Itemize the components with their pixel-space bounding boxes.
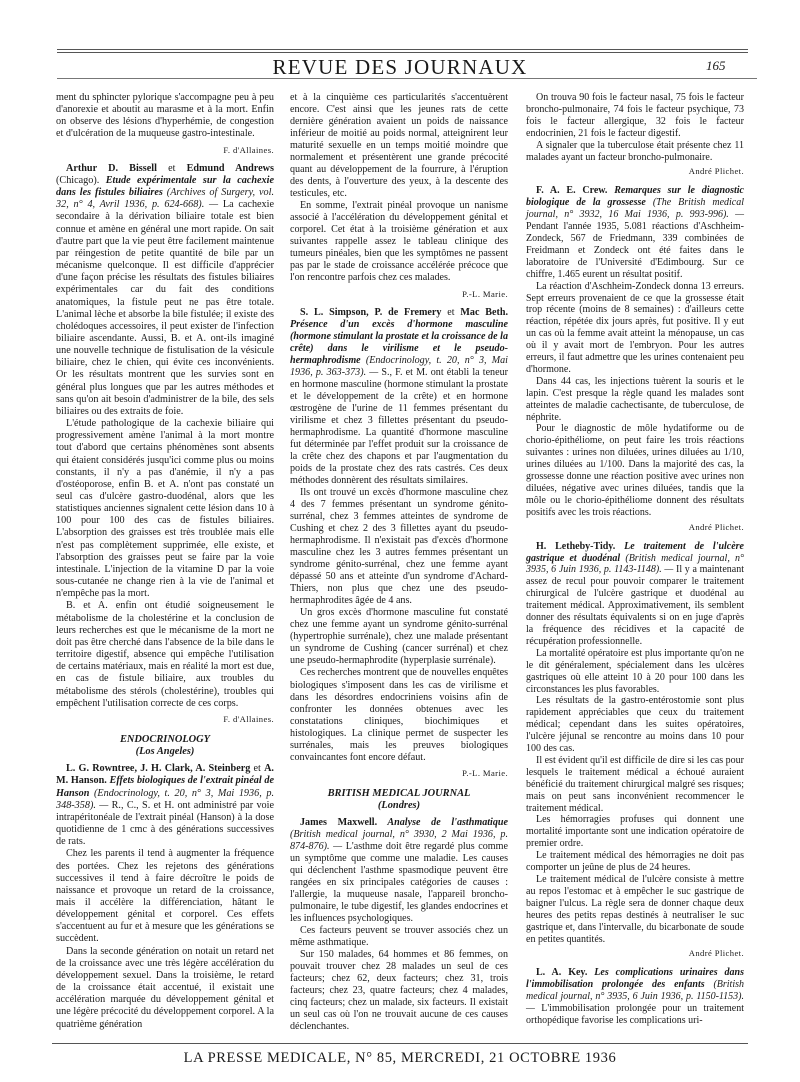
paragraph: Le traitement médical des hémorragies ne doit pas comporter un jeûne de plus de 24 heures.: [526, 850, 744, 874]
author-signature: F. d'Allaines.: [223, 713, 274, 724]
paragraph: Sur 150 malades, 64 hommes et 86 femmes, on pouvait trouver chez 28 malades un seul de ces facteurs; chez 62, deux facteurs; chez 31, trois facteurs; chez 23, quatre facteurs; chez 4 malades, cinq facteurs; chez un malade, six facteurs. Il existait un seul cas où l'on ne trouvait aucune de ces causes déclenchantes.: [290, 949, 508, 1033]
section-subheading: (Los Angeles): [135, 746, 195, 758]
header-rule: [57, 78, 757, 79]
paragraph: B. et A. enfin ont étudié soigneusement le métabolisme de la cholestérine et la conclusion de leurs recherches est que le mécanisme de la mort ne doit pas être cherché dans l'absence de la bile dans le territoire digestif, absence qui empêche l'utilisation de certains matériaux, mais en réalité la mort est due, en cas de fistule biliaire, aux troubles du métabolisme des stérols (cholestérine), troubles qui empêchent l'utilisation correcte de ces corps.: [56, 600, 274, 709]
paragraph: Les résultats de la gastro-entérostomie sont plus rapidement appréciables que ceux du traitement médical; cependant dans les suites opératoires, l'ulcère jéjunal se rencontre au moins dans 10 pour 100 des cas.: [526, 695, 744, 755]
article-title: Les complications urinaires dans l'immobilisation prolongée des enfants: [526, 967, 744, 991]
article-letheby-tidy: [526, 541, 744, 648]
paragraph: L'étude pathologique de la cachexie biliaire qui progressivement amène l'animal à la mort montre tout d'abord que certains phénomènes sont absents qui étaient considérés jusqu'ici comme plus ou moins constants, il n'y a pas d'anémie, il n'y a pas d'ostéoporose, enfin B. et A. n'ont pas constaté un seul cas d'ulcère gastro-duodénal, alors que les statistiques anciennes signalent cette lésion dans 10 à 100 pour 100 des cas de fistules biliaires. L'absorption des graisses est très troublée mais elle n'est pas complètement supprimée, elle existe, et l'absorption des graisses peut se faire par la voie intestinale. L'injection de la vitamine D par la voie sous-cutanée ne change rien à la vie de l'animal et n'empêche pas la mort.: [56, 418, 274, 600]
footer-rule: [52, 1043, 748, 1044]
paragraph: La mortalité opératoire est plus importante qu'on ne le dit généralement, spécialement dans les ulcères gastriques où elle atteint 10 à 20 pour 100 dans les circonstances les plus favorables.: [526, 647, 744, 695]
article-authors: S. L. Simpson, P. de Fremery: [300, 306, 442, 318]
article-authors: Arthur D. Bissell: [66, 162, 157, 174]
article-authors: L. G. Rowntree, J. H. Clark, A. Steinberg: [66, 763, 251, 775]
article-text: L'immobilisation prolongée pour un traitement orthopédique favorise les complications uri-: [526, 1003, 744, 1026]
paragraph: ment du sphincter pylorique s'accompagne peu à peu d'anorexie et aboutit au marasme et à la mort. Enfin on observe des lésions d'hyperhémie, de congestion et d'ulcération de la muqueuse gastro-intestinale.: [56, 92, 274, 140]
paragraph: Il est évident qu'il est difficile de dire si les cas pour lesquels le traitement médical a échoué auraient bénéficié du traitement chirurgical malgré ses risques; mais on peut sans inconvénient recommencer le traitement médical.: [526, 754, 744, 814]
paragraph: Dans la seconde génération on notait un retard net de la croissance avec une très légère accélération du développement sexuel. Dans la troisième, le retard de la croissance était accentué, il existait une accélération marquée du développement génital et une légère précocité du développement corporel. A la quatrième génération: [56, 945, 274, 1030]
article-reference: (British medical journal, n° 3935, 6 Juin 1936, p. 1143-1148). —: [526, 552, 744, 576]
article-reference: (British medical journal, n° 3930, 2 Mai 1936, p. 874-876). —: [290, 828, 508, 852]
author-signature: F. d'Allaines.: [223, 144, 274, 155]
article-authors: Edmund Andrews: [186, 162, 274, 174]
section-heading: BRITISH MEDICAL JOURNAL: [327, 787, 471, 799]
article-title: Analyse de l'asthmatique: [377, 816, 508, 828]
article-text: La cachexie secondaire à la dérivation biliaire totale est bien connue et amène en général une mort rapide. On sait d'autre part que la vie peut être facilement maintenue par réingestion de petite quantité de bile par un mécanisme quelconque. Il est difficile d'apprécier d'une façon précise les résultats des fistules biliaires expérimentales car du fait des conditions anatomiques, la fistule peut ne pas être totale. L'animal lèche et absorbe la bile fistulée; il existe des cholédoques accessoires, il peut exister de l'infection biliaire ascendante. Aussi, B. et A. ont-ils imaginé une nouvelle technique de fistulisation de la vésicule biliaire, chez le chien, qui évite ces inconvénients. Or les résultats montrent que les survies sont en général plus longues que par les autres méthodes et sans qu'on ait besoin d'administrer de la bile, des sels biliaires ou des extraits de foie.: [56, 199, 275, 417]
paragraph: Ces facteurs peuvent se trouver associés chez un même asthmatique.: [290, 925, 508, 949]
article-text: S., F. et M. ont établi la teneur en hormone masculine (hormone stimulant la prostate et le développement de la crête) et en hormone œstrogène de l'urine de 11 femmes présentant du virilisme et chez 3 fillettes présentant du pseudo-hermaphrodisme. La quantité d'hormone masculine fut déterminée par l'effet produit sur la croissance de la crête chez des chapons et par l'augmentation du poids de la prostate chez des rats castrés. Ces deux méthodes donnèrent des résultats similaires.: [290, 366, 508, 486]
paragraph: Pour le diagnostic de môle hydatiforme ou de chorio-épithéliome, on peut faire les trois réactions suivantes : urines non diluées, urines diluées au 1/10, urines diluées au 1/100. Dans la majorité des cas, la grossesse donne une réaction positive avec urines non diluées, négative avec urines diluées, tandis que la môle ou le chorio-épithéliome donnent des résultats positifs avec les trois réactions.: [526, 423, 744, 518]
paragraph: La réaction d'Aschheim-Zondeck donna 13 erreurs. Sept erreurs provenaient de ce que la grossesse était trop récente (moins de 8 semaines) : d'ailleurs cette réaction, répétée dix jours après, fut positive. Il y eut un cas où la femme avait atteint la ménopause, un cas où il y avait mort de l'embryon. Pour les autres erreurs, il faut admettre que les urines contenaient peu d'hormone.: [526, 280, 744, 375]
article-authors: L. A. Key.: [536, 967, 588, 979]
conjunction: et: [156, 162, 187, 174]
article-authors: F. A. E. Crew.: [536, 185, 608, 197]
article-reference: (Endocrinology, t. 20, n° 3, Mai 1936, p. 363-373). —: [290, 354, 508, 378]
article-authors: Mac Beth.: [460, 306, 508, 318]
column-3: [526, 92, 744, 1027]
author-signature: André Plichet.: [688, 948, 744, 959]
article-authors: H. Letheby-Tidy.: [536, 540, 616, 552]
footer-journal-line: LA PRESSE MEDICALE, N° 85, MERCREDI, 21 OCTOBRE 1936: [183, 1050, 617, 1066]
article-text: Pendant l'année 1935, 5.081 réactions d'Aschheim-Zondeck, 567 de Friedmann, 339 combinées de Freidmann et Zondeck ont été faites dans le laboratoire de l'Université d'Edimbourg. Sur ce chiffre, 1.465 eurent un résultat positif.: [526, 221, 744, 280]
section-subheading: (Londres): [377, 799, 421, 811]
running-title: REVUE DES JOURNAUX: [272, 55, 528, 79]
article-title: Effets biologiques de l'extrait pinéal de Hanson: [56, 775, 274, 799]
section-heading: ENDOCRINOLOGY: [119, 733, 211, 745]
conjunction: et: [441, 306, 461, 318]
author-signature: André Plichet.: [688, 521, 744, 532]
article-reference: (Endocrinology, t. 20, n° 3, Mai 1936, p. 348-358). —: [56, 787, 274, 811]
paragraph: En somme, l'extrait pinéal provoque un nanisme associé à l'accélération du développement génital et corporel. Cet état à la troisième génération et aux suivantes rappelle assez le tableau clinique des tumeurs pinéales, bien que les symptômes ne passent pas par le stade de croissance accélérée précoce que l'on rencontre parfois chez ces malades.: [290, 200, 508, 284]
paragraph: On trouva 90 fois le facteur nasal, 75 fois le facteur broncho-pulmonaire, 74 fois le facteur psychique, 73 fois le facteur allergique, 32 fois le facteur endocrinien, 21 fois le facteur digestif.: [526, 92, 744, 139]
conjunction: et: [250, 763, 265, 775]
article-crew: [526, 185, 744, 280]
article-title: Le traitement de l'ulcère gastrique et duodénal: [526, 540, 744, 564]
page-number: 165: [706, 58, 726, 73]
article-key: [526, 967, 744, 1027]
paragraph: Le traitement médical de l'ulcère consiste à mettre au repos l'estomac et à empêcher le suc gastrique de baigner l'ulcus. La règle sera de donner chaque deux heures des petits repas destinés à neutraliser le suc gastrique et, dans l'intervalle, du bicarbonate de soude en petites quantités.: [526, 874, 744, 945]
paragraph: Ces recherches montrent que de nouvelles enquêtes biologiques s'imposent dans les cas de virilisme et dans les désordres endocriniens voisins afin de confronter les données obtenues avec les constatations cliniques, biochimiques et histologiques. La clinique permet de suspecter les surrénales, mais les preuves biologiques convaincantes font encore défaut.: [290, 667, 508, 763]
article-authors: A. M. Hanson.: [56, 763, 274, 787]
article-city: (Chicago).: [56, 174, 106, 186]
header-top-rule: [57, 49, 748, 50]
article-reference: (Archives of Surgery, vol. 32, n° 4, Avril 1936, p. 624-668). —: [56, 187, 274, 211]
column-2: [290, 92, 508, 1033]
paragraph: Dans 44 cas, les injections tuèrent la souris et le lapin. C'est presque la règle quand les malades sont atteintes de maladie cachectisante, de tuberculose, de néphrite.: [526, 375, 744, 423]
paragraph: Chez les parents il tend à augmenter la fréquence des portées. Chez les rejetons des générations successives il tend à faire décroître le poids de naissance et provoque un retard de la croissance, mais il accélère la différenciation, hâtant le développement génital et corporel. Ces effets s'accentuent au fur et à mesure que les générations se succèdent.: [56, 848, 274, 945]
paragraph: Un gros excès d'hormone masculine fut constaté chez une femme ayant un syndrome génito-surrénal (hypertrophie surrénale), chez une malade présentant un syndrome de Cushing (cancer surrénal) et chez une pseudo-hermaphrodite (hyperplasie surrénale).: [290, 607, 508, 667]
paragraph: A signaler que la tuberculose était présente chez 11 malades ayant un facteur broncho-pulmonaire.: [526, 139, 744, 163]
article-reference: (British medical journal, n° 3935, 6 Juin 1936, p. 1150-1153). —: [526, 979, 744, 1015]
column-1: [56, 92, 274, 1031]
author-signature: P.-L. Marie.: [462, 288, 508, 299]
paragraph: et à la cinquième ces particularités s'accentuèrent encore. C'est ainsi que les jeunes rats de cette dernière génération avaient un poids de naissance inférieur de moitié au poids normal, atteignirent leur maturité sexuelle en un temps moitié moindre que normalement et présentèrent une grande précocité quant au développement de la fourrure, à l'éruption des dents, à l'ouverture des yeux, à la descente des testicules, etc.: [290, 92, 508, 200]
article-reference: (The British medical journal, n° 3932, 16 Mai 1936, p. 993-996). —: [526, 197, 745, 221]
paragraph: Ils ont trouvé un excès d'hormone masculine chez 4 des 7 femmes présentant un syndrome génito-surrénal, chez 3 femmes atteintes de syndrome de Cushing et chez 2 des 3 fillettes ayant du pseudo-hermaphrodisme. Il n'existait pas d'excès d'hormone masculine chez les 3 autres femmes présentant un syndrome génito-surrénal, chez une femme ayant dépassé 50 ans et atteinte d'un syndrome d'Achard-Thiers, non plus que chez une des pseudo-hermaphrodites âgée de 4 ans.: [290, 487, 508, 607]
author-signature: André Plichet.: [688, 166, 744, 177]
article-title: Remarques sur le diagnostic biologique de la grossesse: [526, 185, 744, 209]
article-title: Etude expérimentale sur la cachexie dans les fistules biliaires: [56, 174, 274, 199]
author-signature: P.-L. Marie.: [462, 767, 508, 778]
paragraph: Les hémorragies profuses qui donnent une mortalité importante sont une indication opératoire de premier ordre.: [526, 814, 744, 850]
header-top-rule-2: [57, 52, 748, 53]
article-simpson: [290, 307, 508, 487]
article-authors: James Maxwell.: [300, 816, 378, 828]
article-title: Présence d'un excès d'hormone masculine (hormone stimulant la prostate et la croissance de la crête) dans le virilisme et le pseudo-hermaphrodisme: [290, 318, 508, 366]
article-bissell-andrews: [56, 163, 274, 418]
article-text: Il y a maintenant assez de recul pour pouvoir comparer le traitement chirurgical de l'ulcère gastrique et duodénal au traitement médical. Approximativement, ils semblent donner des résultats équivalents si on en juge d'après la fréquence des récidives et la capacité de récupération professionnelle.: [526, 564, 744, 647]
article-text: R., C., S. et H. ont administré par voie intrapéritonéale de l'extrait pinéal (Hanson) à la dose quotidienne de 1 cmc à des générations successives de rats.: [56, 799, 274, 848]
article-maxwell: [290, 817, 508, 925]
article-text: L'asthme doit être regardé plus comme un symptôme que comme une maladie. Les causes qui déclenchent l'asthme spasmodique peuvent être rangées en six principales catégories de causes : l'allergie, la muqueuse nasale, l'appareil broncho-pulmonaire, le tube digestif, les glandes endocrines et les influences psychologiques.: [290, 840, 508, 925]
article-rowntree: [56, 763, 274, 848]
